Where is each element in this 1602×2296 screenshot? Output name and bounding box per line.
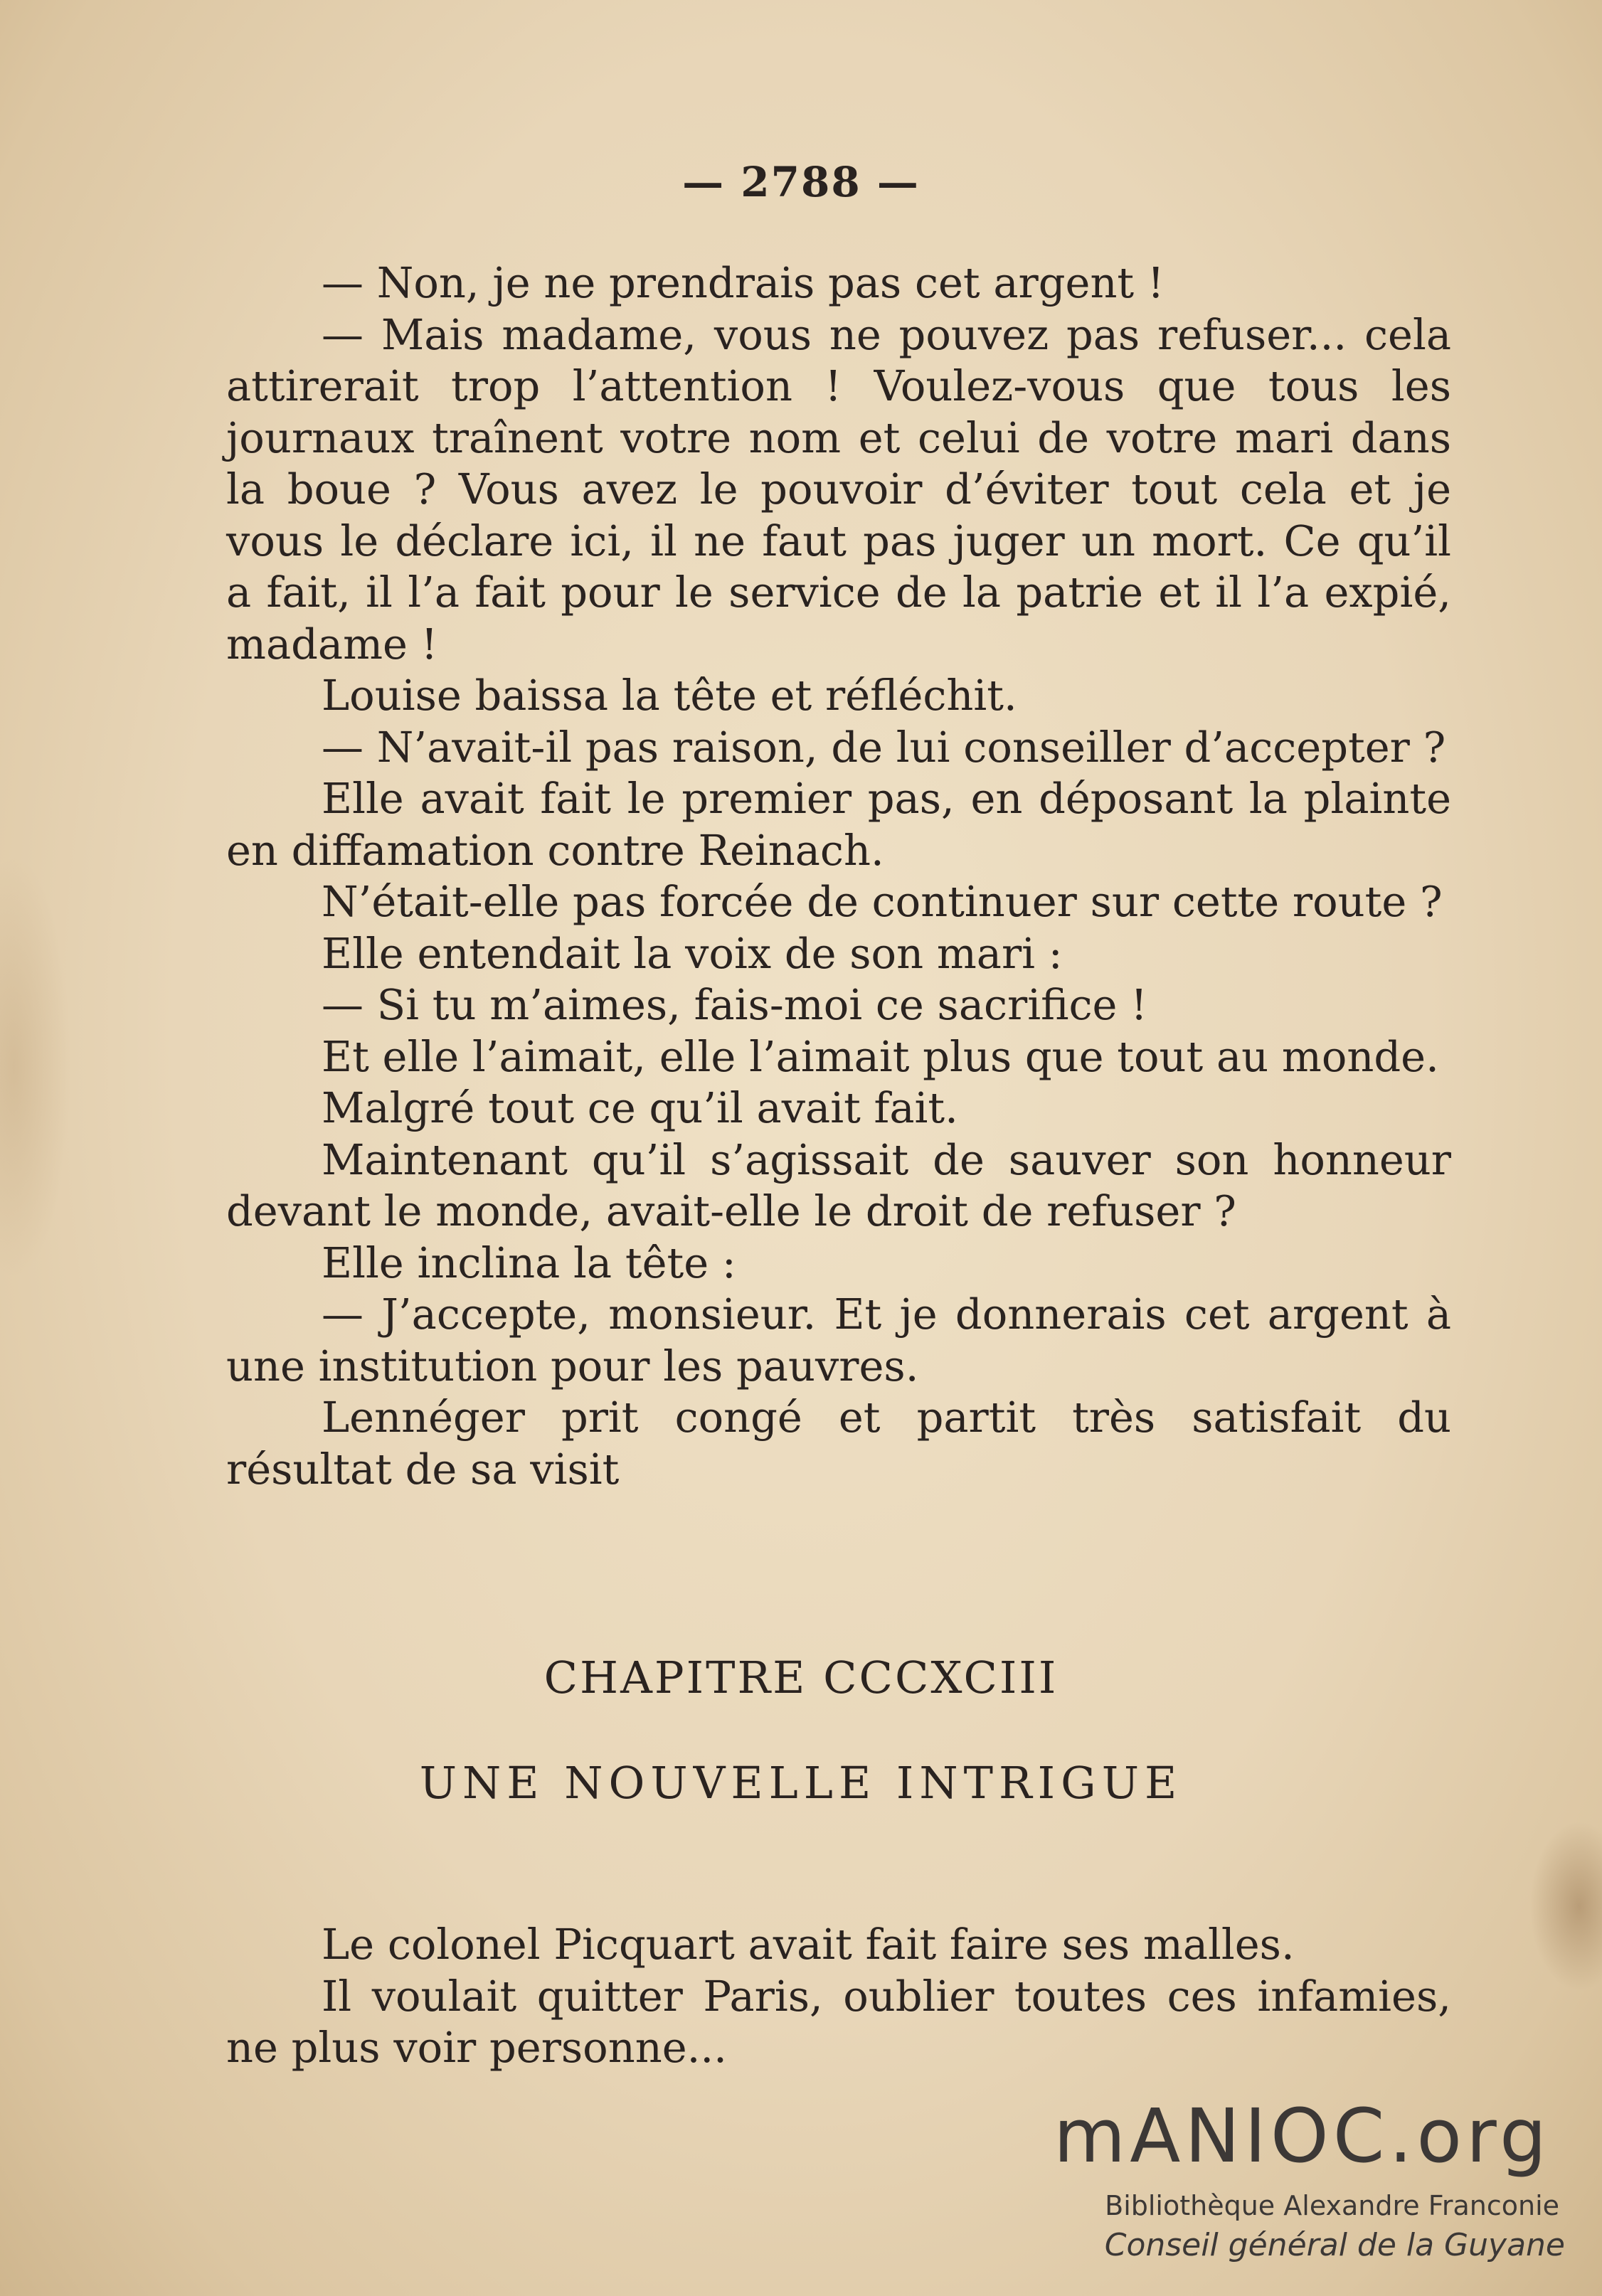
watermark-council-name: Conseil général de la Guyane [1104, 2227, 1565, 2264]
paragraph: Elle entendait la voix de son mari : [322, 928, 1063, 978]
paragraph: Elle inclina la tête : [322, 1238, 736, 1287]
paragraph: Lennéger prit congé et partit très satisfait du résultat de sa visit [226, 1393, 1451, 1494]
paragraph: — Non, je ne prendrais pas cet argent ! [322, 258, 1165, 307]
paragraph: — J’accepte, monsieur. Et je donnerais cet argent à une institution pour les pauvres. [226, 1290, 1451, 1391]
library-watermark [1053, 2093, 1565, 2268]
paragraph: — Si tu m’aimes, fais-moi ce sacrifice ! [322, 980, 1147, 1029]
page-number: — 2788 — [682, 158, 920, 206]
paragraph: Louise baissa la tête et réfléchit. [322, 671, 1017, 720]
paragraph: — Mais madame, vous ne pouvez pas refuser... cela attirerait trop l’attention ! Voulez-vous que tous les journaux traînent votre nom et celui de votre mari dans la boue ? Vous avez le pouvoir d’éviter tout cela et je vous le déclare ici, il ne faut pas juger un mort. Ce qu’il a fait, il l’a fait pour le service de la patrie et il l’a expié, madame ! [226, 309, 1451, 669]
watermark-library-name: Bibliothèque Alexandre Franconie [1105, 2190, 1559, 2222]
paper-stain [1529, 1821, 1602, 1992]
paper-stain [0, 854, 71, 1280]
manioc-logo: mANIOC.org [1053, 2093, 1551, 2180]
paragraph: Il voulait quitter Paris, oublier toutes ces infamies, ne plus voir personne... [226, 1971, 1451, 2072]
chapter-subtitle: UNE NOUVELLE INTRIGUE [419, 1757, 1183, 1809]
paragraph: Le colonel Picquart avait fait faire ses malles. [322, 1920, 1295, 1969]
paragraph: Malgré tout ce qu’il avait fait. [322, 1083, 958, 1132]
paragraph: Et elle l’aimait, elle l’aimait plus que tout au monde. [322, 1031, 1439, 1081]
body-text [226, 257, 1451, 1495]
paragraph: N’était-elle pas forcée de continuer sur cette route ? [322, 877, 1443, 926]
paragraph: — N’avait-il pas raison, de lui conseiller d’accepter ? [322, 722, 1446, 772]
chapter-body-text [226, 1919, 1451, 2074]
chapter-title: CHAPITRE CCCXCIII [543, 1652, 1059, 1704]
paragraph: Maintenant qu’il s’agissait de sauver son honneur devant le monde, avait-elle le droit de refuser ? [226, 1134, 1451, 1235]
paragraph: Elle avait fait le premier pas, en déposant la plainte en diffamation contre Reinach. [226, 774, 1451, 875]
